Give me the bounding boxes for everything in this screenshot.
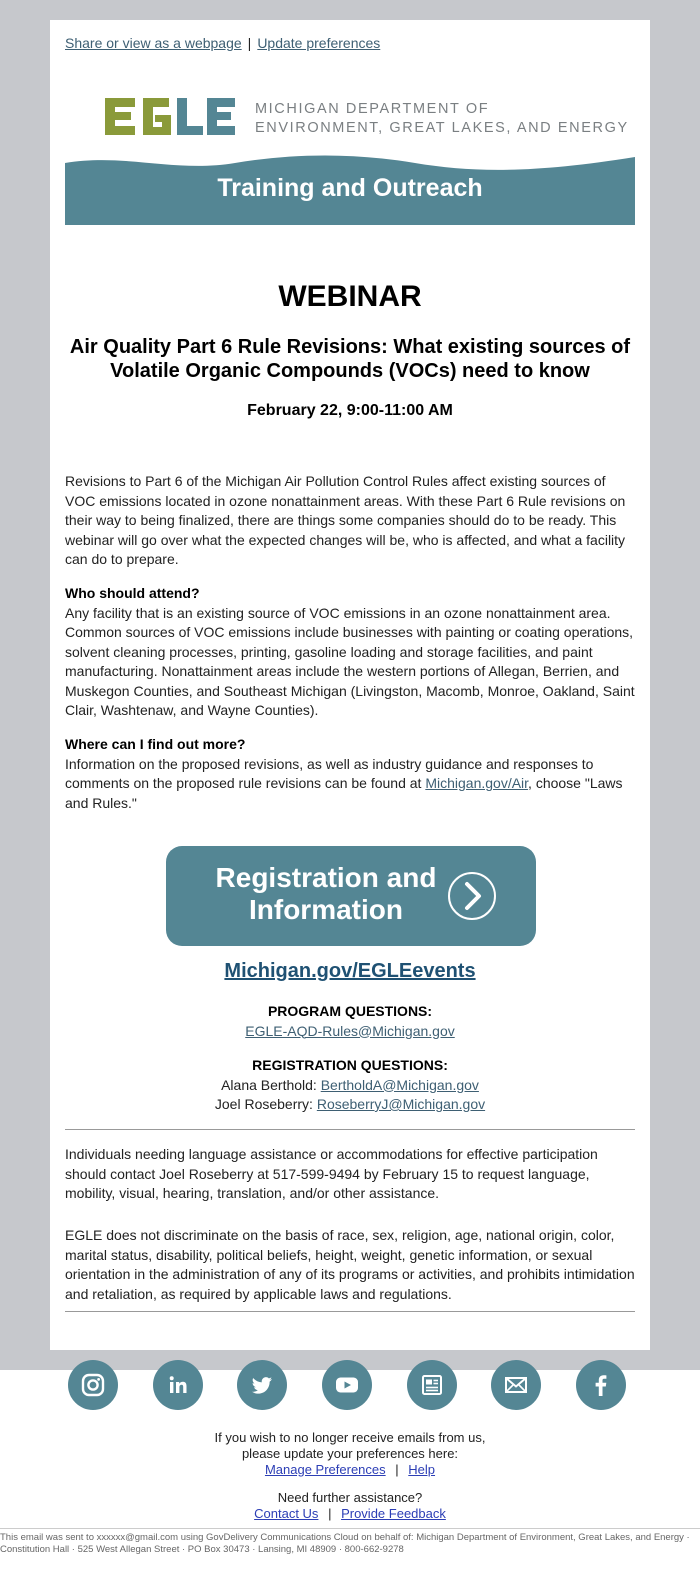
newsletter-icon[interactable] xyxy=(407,1360,457,1410)
email-icon[interactable] xyxy=(491,1360,541,1410)
contact1-email-link[interactable]: BertholdA@Michigan.gov xyxy=(320,1076,479,1093)
more-section xyxy=(65,735,635,813)
divider xyxy=(65,1311,635,1312)
footer-separator: | xyxy=(395,1462,399,1477)
contact-us-link[interactable]: Contact Us xyxy=(254,1506,319,1521)
assistance-block xyxy=(0,1490,700,1522)
egle-events-link[interactable]: Michigan.gov/EGLEevents xyxy=(224,960,476,982)
more-heading: Where can I find out more? xyxy=(65,736,246,752)
twitter-icon[interactable] xyxy=(237,1360,287,1410)
contact2-email-link[interactable]: RoseberryJ@Michigan.gov xyxy=(316,1096,486,1112)
event-type: WEBINAR xyxy=(278,280,422,313)
fine-print: This email was sent to xxxxxx@gmail.com using GovDelivery Communications Cloud on behalf of: Michigan Department of Environment, Great Lakes, and Energy · Constitution Hall · 525 West Allegan Street · PO Box 30473 · Lansing, MI 48909 · 800-662-9278 xyxy=(0,1532,690,1555)
program-questions xyxy=(65,1002,635,1041)
help-link[interactable]: Help xyxy=(408,1462,436,1477)
events-link-row xyxy=(65,960,635,983)
divider xyxy=(65,1129,635,1130)
registration-questions xyxy=(65,1056,635,1115)
registration-button[interactable] xyxy=(166,846,536,946)
contact2-name: Joel Roseberry: xyxy=(214,1096,317,1112)
intro-paragraph: Revisions to Part 6 of the Michigan Air Pollution Control Rules affect existing sources of VOC emissions located in ozone nonattainment areas. With these Part 6 Rule revisions on their way to being finalized, there are things some companies should do to be ready. This webinar will go over what the expected changes will be, who is affected, and what a facility can do to prepare. xyxy=(65,473,626,567)
unsubscribe-block xyxy=(0,1430,700,1478)
program-email-link[interactable]: EGLE-AQD-Rules@Michigan.gov xyxy=(245,1022,455,1039)
contact1-name: Alana Berthold: xyxy=(221,1076,321,1093)
chevron-right-icon xyxy=(448,872,496,920)
who-text: Any facility that is an existing source of VOC emissions in an ozone nonattainment area. Common sources of VOC emissions include businesses with painting or coating operations, solvent cleaning processes, printing, gasoline loading and storage facilities, and paint manufacturing. Nonattainment areas include the western portions of Allegan, Berrien, and Muskegon Counties, and Southeast Michigan (Livingston, Macomb, Monroe, Oakland, Saint Clair, Washtenaw, and Wayne Counties). xyxy=(65,604,635,718)
unsubscribe-line-1: If you wish to no longer receive emails from us, xyxy=(214,1430,486,1445)
air-link[interactable]: Michigan.gov/Air xyxy=(425,775,529,791)
nondiscrimination-notice: EGLE does not discriminate on the basis of race, sex, religion, age, national origin, color, marital status, disability, political beliefs, height, weight, genetic information, or sexual orientation in the administration of any of its programs or activities, and prohibits intimidation and retaliation, as required by applicable laws and regulations. xyxy=(65,1227,635,1302)
program-questions-heading: PROGRAM QUESTIONS: xyxy=(267,1003,433,1019)
event-date: February 22, 9:00-11:00 AM xyxy=(247,402,453,419)
youtube-icon[interactable] xyxy=(322,1360,372,1410)
registration-questions-heading: REGISTRATION QUESTIONS: xyxy=(252,1057,448,1073)
manage-preferences-link[interactable]: Manage Preferences xyxy=(264,1462,386,1477)
banner-title: Training and Outreach xyxy=(217,174,483,202)
unsubscribe-line-2: please update your preferences here: xyxy=(241,1446,459,1461)
assistance-text: Need further assistance? xyxy=(277,1490,423,1505)
more-text-end: , choose "Laws and Rules." xyxy=(65,775,623,811)
agency-name xyxy=(255,100,629,138)
event-title: Air Quality Part 6 Rule Revisions: What existing sources of Volatile Organic Compounds (VOCs) need to know xyxy=(69,336,631,382)
who-section xyxy=(65,584,635,721)
who-heading: Who should attend? xyxy=(65,585,200,601)
agency-line-2: ENVIRONMENT, GREAT LAKES, AND ENERGY xyxy=(255,120,629,136)
accommodation-notice: Individuals needing language assistance or accommodations for effective participation should contact Joel Roseberry at 517-599-9494 by February 15 to request language, mobility, visual, hearing, translation, and/or other assistance. xyxy=(65,1146,598,1201)
footer-divider xyxy=(0,1528,700,1529)
top-links xyxy=(65,35,380,51)
more-text: Information on the proposed revisions, as well as industry guidance and responses to comments on the proposed rule revisions can be found at xyxy=(65,755,594,791)
facebook-icon[interactable] xyxy=(576,1360,626,1410)
footer-separator: | xyxy=(328,1506,332,1521)
instagram-icon[interactable] xyxy=(68,1360,118,1410)
update-preferences-link[interactable]: Update preferences xyxy=(257,35,381,51)
registration-button-label: Registration and Information xyxy=(215,862,437,925)
linkedin-icon[interactable] xyxy=(153,1360,203,1410)
agency-line-1: MICHIGAN DEPARTMENT OF xyxy=(255,101,490,117)
email-card xyxy=(50,20,650,1350)
share-webpage-link[interactable]: Share or view as a webpage xyxy=(65,35,242,51)
top-links-separator: | xyxy=(247,35,252,51)
provide-feedback-link[interactable]: Provide Feedback xyxy=(341,1506,446,1521)
